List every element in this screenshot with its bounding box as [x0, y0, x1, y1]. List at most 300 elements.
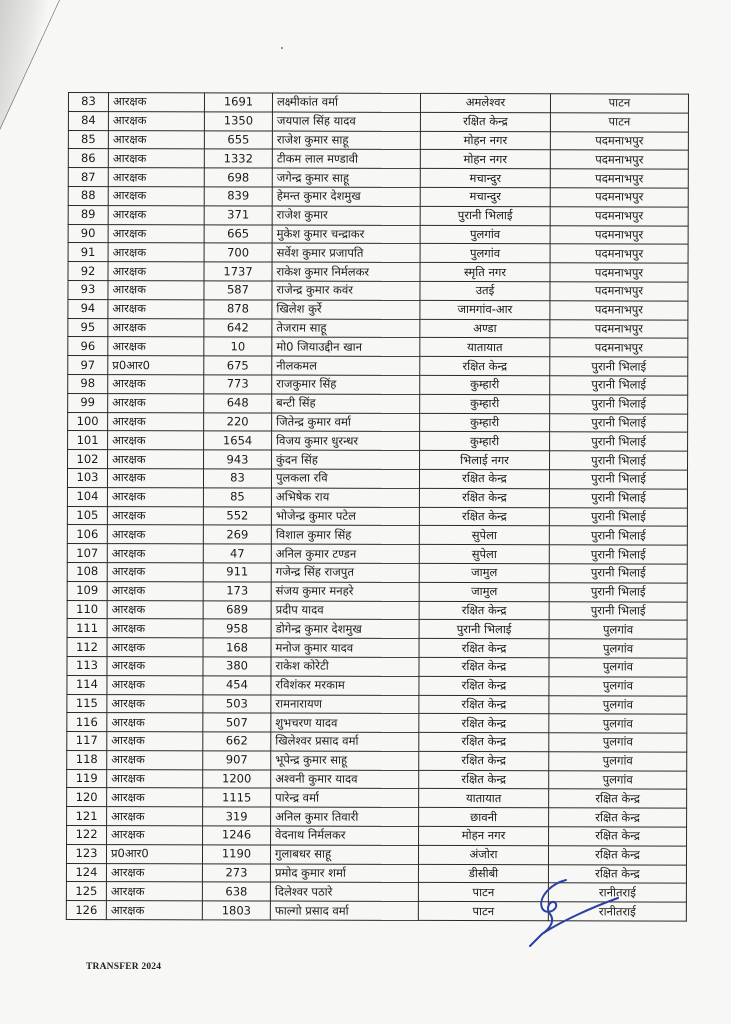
employee-name-cell: अभिषेक राय: [271, 488, 419, 507]
serial-number-cell: 90: [68, 224, 108, 243]
badge-number-cell: 665: [204, 224, 272, 243]
employee-name-cell: अनिल कुमार टण्डन: [271, 544, 419, 563]
badge-number-cell: 911: [203, 563, 271, 582]
current-posting-cell: रक्षित केन्द्र: [419, 507, 549, 526]
current-posting-cell: पुरानी भिलाई: [420, 206, 550, 225]
transferred-to-cell: पुलगांव: [549, 676, 687, 695]
rank-cell: आरक्षक: [108, 431, 204, 450]
current-posting-cell: सुपेला: [419, 526, 549, 545]
employee-name-cell: पुलकला रवि: [271, 469, 419, 488]
table-row: [68, 93, 688, 113]
serial-number-cell: 95: [68, 318, 108, 337]
employee-name-cell: लक्ष्मीकांत वर्मा: [272, 93, 420, 112]
badge-number-cell: 273: [202, 864, 270, 883]
badge-number-cell: 173: [203, 582, 271, 601]
table-row: [68, 318, 688, 338]
table-row: [67, 732, 687, 752]
rank-cell: आरक्षक: [108, 375, 204, 394]
serial-number-cell: 123: [66, 844, 106, 863]
transferred-to-cell: पुरानी भिलाई: [549, 545, 687, 564]
transferred-to-cell: रक्षित केन्द्र: [548, 846, 686, 865]
table-row: [67, 713, 687, 733]
current-posting-cell: जामुल: [419, 563, 549, 582]
rank-cell: आरक्षक: [108, 337, 204, 356]
employee-name-cell: खिलेश कुर्रे: [272, 300, 420, 319]
transferred-to-cell: पुरानी भिलाई: [550, 432, 688, 451]
transferred-to-cell: पुरानी भिलाई: [549, 488, 687, 507]
transferred-to-cell: पुलगांव: [549, 770, 687, 789]
employee-name-cell: रविशंकर मरकाम: [271, 676, 419, 695]
transfer-table: [66, 92, 689, 922]
badge-number-cell: 319: [203, 807, 271, 826]
current-posting-cell: कुम्हारी: [420, 394, 550, 413]
table-row: [67, 807, 687, 827]
employee-name-cell: तेजराम साहू: [272, 319, 420, 338]
rank-cell: आरक्षक: [107, 807, 203, 826]
rank-cell: आरक्षक: [107, 826, 203, 845]
badge-number-cell: 642: [204, 318, 272, 337]
serial-number-cell: 86: [68, 149, 108, 168]
badge-number-cell: 700: [204, 243, 272, 262]
current-posting-cell: डीसीबी: [418, 864, 548, 883]
table-row: [68, 111, 688, 131]
transferred-to-cell: रक्षित केन्द्र: [549, 789, 687, 808]
table-row: [66, 882, 686, 902]
serial-number-cell: 116: [67, 713, 107, 732]
current-posting-cell: भिलाई नगर: [420, 451, 550, 470]
table-row: [67, 656, 687, 676]
current-posting-cell: जामगांव-आर: [420, 300, 550, 319]
table-row: [68, 431, 688, 451]
serial-number-cell: 103: [67, 468, 107, 487]
table-row: [68, 450, 688, 470]
table-row: [66, 844, 686, 864]
current-posting-cell: मोहन नगर: [420, 131, 550, 150]
rank-cell: आरक्षक: [107, 638, 203, 657]
employee-name-cell: जयपाल सिंह यादव: [272, 112, 420, 131]
rank-cell: आरक्षक: [108, 130, 204, 149]
table-row: [67, 544, 687, 564]
serial-number-cell: 113: [67, 656, 107, 675]
employee-name-cell: राजेश कुमार साहू: [272, 131, 420, 150]
rank-cell: आरक्षक: [108, 412, 204, 431]
transferred-to-cell: पुलगांव: [549, 714, 687, 733]
scan-speck: [281, 47, 283, 49]
employee-name-cell: अनिल कुमार तिवारी: [271, 807, 419, 826]
current-posting-cell: मचान्दुर: [420, 187, 550, 206]
employee-name-cell: राजकुमार सिंह: [272, 375, 420, 394]
transferred-to-cell: पदमनाभपुर: [550, 301, 688, 320]
rank-cell: आरक्षक: [107, 581, 203, 600]
current-posting-cell: पुलगांव: [420, 244, 550, 263]
transferred-to-cell: पदमनाभपुर: [550, 169, 688, 188]
current-posting-cell: रक्षित केन्द्र: [419, 770, 549, 789]
transferred-to-cell: पुरानी भिलाई: [549, 507, 687, 526]
transferred-to-cell: पुरानी भिलाई: [550, 357, 688, 376]
current-posting-cell: मोहन नगर: [419, 826, 549, 845]
rank-cell: आरक्षक: [108, 393, 204, 412]
serial-number-cell: 121: [67, 807, 107, 826]
transferred-to-cell: पुरानी भिलाई: [549, 582, 687, 601]
table-row: [66, 901, 686, 921]
rank-cell: आरक्षक: [107, 563, 203, 582]
rank-cell: आरक्षक: [108, 205, 204, 224]
employee-name-cell: कुंदन सिंह: [272, 450, 420, 469]
employee-name-cell: अश्वनी कुमार यादव: [271, 770, 419, 789]
table-row: [68, 393, 688, 413]
serial-number-cell: 85: [68, 130, 108, 149]
transferred-to-cell: पुरानी भिलाई: [550, 413, 688, 432]
table-row: [68, 205, 688, 225]
badge-number-cell: 907: [203, 751, 271, 770]
badge-number-cell: 10: [204, 337, 272, 356]
employee-name-cell: राजेश कुमार: [272, 206, 420, 225]
current-posting-cell: मचान्दुर: [420, 169, 550, 188]
employee-name-cell: प्रमोद कुमार शर्मा: [270, 864, 418, 883]
table-row: [66, 863, 686, 883]
serial-number-cell: 104: [67, 487, 107, 506]
badge-number-cell: 1246: [203, 826, 271, 845]
employee-name-cell: शुभचरण यादव: [271, 713, 419, 732]
current-posting-cell: पाटन: [418, 883, 548, 902]
rank-cell: आरक्षक: [107, 675, 203, 694]
serial-number-cell: 88: [68, 186, 108, 205]
transferred-to-cell: पुलगांव: [549, 639, 687, 658]
serial-number-cell: 91: [68, 243, 108, 262]
current-posting-cell: अमलेश्वर: [420, 93, 550, 112]
serial-number-cell: 94: [68, 299, 108, 318]
transferred-to-cell: पदमनाभपुर: [550, 131, 688, 150]
transferred-to-cell: रानीतराई: [548, 902, 686, 921]
employee-name-cell: गजेन्द्र सिंह राजपुत: [271, 563, 419, 582]
badge-number-cell: 503: [203, 694, 271, 713]
badge-number-cell: 878: [204, 300, 272, 319]
serial-number-cell: 119: [67, 769, 107, 788]
badge-number-cell: 552: [203, 506, 271, 525]
badge-number-cell: 83: [203, 469, 271, 488]
table-row: [68, 130, 688, 150]
badge-number-cell: 380: [203, 657, 271, 676]
badge-number-cell: 371: [204, 206, 272, 225]
table-row: [67, 788, 687, 808]
serial-number-cell: 115: [67, 694, 107, 713]
serial-number-cell: 84: [68, 111, 108, 130]
employee-name-cell: बन्टी सिंह: [272, 394, 420, 413]
rank-cell: आरक्षक: [107, 600, 203, 619]
rank-cell: आरक्षक: [108, 168, 204, 187]
serial-number-cell: 107: [67, 544, 107, 563]
rank-cell: आरक्षक: [107, 732, 203, 751]
current-posting-cell: रक्षित केन्द्र: [420, 357, 550, 376]
employee-name-cell: विशाल कुमार सिंह: [271, 525, 419, 544]
badge-number-cell: 507: [203, 713, 271, 732]
transferred-to-cell: पदमनाभपुर: [550, 319, 688, 338]
employee-name-cell: दिलेश्वर पठारे: [270, 883, 418, 902]
employee-name-cell: रामनारायण: [271, 695, 419, 714]
transferred-to-cell: रक्षित केन्द्र: [549, 808, 687, 827]
serial-number-cell: 125: [66, 882, 106, 901]
current-posting-cell: कुम्हारी: [420, 413, 550, 432]
badge-number-cell: 689: [203, 600, 271, 619]
rank-cell: आरक्षक: [108, 243, 204, 262]
table-row: [68, 224, 688, 244]
serial-number-cell: 101: [68, 431, 108, 450]
rank-cell: आरक्षक: [108, 299, 204, 318]
serial-number-cell: 118: [67, 750, 107, 769]
employee-name-cell: हेमन्त कुमार देशमुख: [272, 187, 420, 206]
transferred-to-cell: पदमनाभपुर: [550, 338, 688, 357]
employee-name-cell: सर्वेश कुमार प्रजापति: [272, 243, 420, 262]
serial-number-cell: 114: [67, 675, 107, 694]
employee-name-cell: मनोज कुमार यादव: [271, 638, 419, 657]
current-posting-cell: स्मृति नगर: [420, 263, 550, 282]
transferred-to-cell: पदमनाभपुर: [550, 263, 688, 282]
employee-name-cell: भूपेन्द्र कुमार साहू: [271, 751, 419, 770]
employee-name-cell: संजय कुमार मनहरे: [271, 582, 419, 601]
transferred-to-cell: पुरानी भिलाई: [549, 526, 687, 545]
current-posting-cell: रक्षित केन्द्र: [419, 676, 549, 695]
table-row: [68, 186, 688, 206]
current-posting-cell: अण्डा: [420, 319, 550, 338]
table-row: [67, 562, 687, 582]
table-row: [67, 694, 687, 714]
rank-cell: आरक्षक: [107, 619, 203, 638]
serial-number-cell: 110: [67, 600, 107, 619]
serial-number-cell: 112: [67, 638, 107, 657]
employee-name-cell: वेदनाथ निर्मलकर: [271, 826, 419, 845]
rank-cell: आरक्षक: [106, 901, 202, 920]
current-posting-cell: रक्षित केन्द्र: [419, 657, 549, 676]
current-posting-cell: पाटन: [418, 902, 548, 921]
badge-number-cell: 1803: [202, 901, 270, 920]
badge-number-cell: 47: [203, 544, 271, 563]
transferred-to-cell: पुलगांव: [549, 620, 687, 639]
transferred-to-cell: पुरानी भिलाई: [549, 564, 687, 583]
transferred-to-cell: पुलगांव: [549, 752, 687, 771]
current-posting-cell: कुम्हारी: [420, 375, 550, 394]
rank-cell: आरक्षक: [107, 525, 203, 544]
rank-cell: आरक्षक: [107, 788, 203, 807]
rank-cell: आरक्षक: [107, 694, 203, 713]
serial-number-cell: 117: [67, 732, 107, 751]
current-posting-cell: रक्षित केन्द्र: [419, 714, 549, 733]
current-posting-cell: यातायात: [419, 789, 549, 808]
table-row: [68, 168, 688, 188]
employee-name-cell: राकेश कोरेटी: [271, 657, 419, 676]
rank-cell: आरक्षक: [108, 111, 204, 130]
badge-number-cell: 1654: [204, 431, 272, 450]
rank-cell: आरक्षक: [107, 769, 203, 788]
current-posting-cell: पुरानी भिलाई: [419, 620, 549, 639]
current-posting-cell: पुलगांव: [420, 225, 550, 244]
serial-number-cell: 99: [68, 393, 108, 412]
employee-name-cell: पारेन्द्र वर्मा: [271, 789, 419, 808]
rank-cell: आरक्षक: [108, 93, 204, 112]
badge-number-cell: 85: [203, 488, 271, 507]
serial-number-cell: 106: [67, 525, 107, 544]
rank-cell: प्र0आर0: [108, 356, 204, 375]
rank-cell: आरक्षक: [108, 318, 204, 337]
rank-cell: आरक्षक: [108, 450, 204, 469]
badge-number-cell: 1200: [203, 770, 271, 789]
table-row: [67, 619, 687, 639]
table-row: [68, 280, 688, 300]
employee-name-cell: जितेन्द्र कुमार वर्मा: [272, 413, 420, 432]
serial-number-cell: 126: [66, 901, 106, 920]
table-row: [68, 262, 688, 282]
transferred-to-cell: पदमनाभपुर: [550, 207, 688, 226]
badge-number-cell: 1691: [204, 93, 272, 112]
transferred-to-cell: पाटन: [550, 94, 688, 113]
transfer-table-body: [66, 93, 688, 922]
transferred-to-cell: पुरानी भिलाई: [549, 601, 687, 620]
table-row: [67, 506, 687, 526]
current-posting-cell: रक्षित केन्द्र: [419, 469, 549, 488]
current-posting-cell: रक्षित केन्द्र: [419, 488, 549, 507]
rank-cell: आरक्षक: [107, 750, 203, 769]
badge-number-cell: 1190: [202, 845, 270, 864]
transferred-to-cell: रक्षित केन्द्र: [549, 827, 687, 846]
transferred-to-cell: पदमनाभपुर: [550, 150, 688, 169]
table-row: [68, 356, 688, 376]
transferred-to-cell: पदमनाभपुर: [550, 282, 688, 301]
badge-number-cell: 648: [204, 394, 272, 413]
current-posting-cell: रक्षित केन्द्र: [419, 639, 549, 658]
transferred-to-cell: पाटन: [550, 113, 688, 132]
transferred-to-cell: पुरानी भिलाई: [550, 451, 688, 470]
rank-cell: आरक्षक: [107, 657, 203, 676]
current-posting-cell: जामुल: [419, 582, 549, 601]
rank-cell: आरक्षक: [108, 224, 204, 243]
badge-number-cell: 943: [204, 450, 272, 469]
serial-number-cell: 108: [67, 562, 107, 581]
badge-number-cell: 220: [204, 412, 272, 431]
serial-number-cell: 87: [68, 168, 108, 187]
transferred-to-cell: पुलगांव: [549, 695, 687, 714]
transferred-to-cell: पुलगांव: [549, 733, 687, 752]
serial-number-cell: 111: [67, 619, 107, 638]
rank-cell: आरक्षक: [108, 281, 204, 300]
current-posting-cell: रक्षित केन्द्र: [420, 112, 550, 131]
transferred-to-cell: रानीतराई: [548, 883, 686, 902]
badge-number-cell: 655: [204, 130, 272, 149]
employee-name-cell: गुलाबधर साहू: [270, 845, 418, 864]
table-row: [67, 675, 687, 695]
serial-number-cell: 89: [68, 205, 108, 224]
employee-name-cell: खिलेश्वर प्रसाद वर्मा: [271, 732, 419, 751]
badge-number-cell: 662: [203, 732, 271, 751]
current-posting-cell: रक्षित केन्द्र: [419, 695, 549, 714]
transferred-to-cell: पुरानी भिलाई: [550, 395, 688, 414]
transferred-to-cell: पुरानी भिलाई: [549, 470, 687, 489]
badge-number-cell: 773: [204, 375, 272, 394]
table-row: [67, 638, 687, 658]
badge-number-cell: 168: [203, 638, 271, 657]
table-row: [68, 374, 688, 394]
table-row: [67, 600, 687, 620]
serial-number-cell: 124: [66, 863, 106, 882]
current-posting-cell: यातायात: [420, 338, 550, 357]
employee-name-cell: भोजेन्द्र कुमार पटेल: [271, 507, 419, 526]
badge-number-cell: 638: [202, 882, 270, 901]
badge-number-cell: 958: [203, 619, 271, 638]
rank-cell: आरक्षक: [107, 487, 203, 506]
badge-number-cell: 675: [204, 356, 272, 375]
current-posting-cell: मोहन नगर: [420, 150, 550, 169]
table-row: [68, 243, 688, 263]
rank-cell: आरक्षक: [106, 882, 202, 901]
serial-number-cell: 100: [68, 412, 108, 431]
serial-number-cell: 109: [67, 581, 107, 600]
serial-number-cell: 98: [68, 374, 108, 393]
serial-number-cell: 83: [68, 93, 108, 112]
employee-name-cell: डोगेन्द्र कुमार देशमुख: [271, 619, 419, 638]
badge-number-cell: 269: [203, 525, 271, 544]
rank-cell: प्र0आर0: [106, 844, 202, 863]
current-posting-cell: अंजोरा: [418, 845, 548, 864]
rank-cell: आरक्षक: [107, 544, 203, 563]
badge-number-cell: 839: [204, 187, 272, 206]
employee-name-cell: फाल्गो प्रसाद वर्मा: [270, 901, 418, 920]
badge-number-cell: 1350: [204, 112, 272, 131]
table-row: [67, 487, 687, 507]
current-posting-cell: रक्षित केन्द्र: [419, 733, 549, 752]
footer-label: TRANSFER 2024: [86, 962, 162, 972]
current-posting-cell: रक्षित केन्द्र: [419, 601, 549, 620]
employee-name-cell: जगेन्द्र कुमार साहू: [272, 168, 420, 187]
transferred-to-cell: पदमनाभपुर: [550, 244, 688, 263]
transferred-to-cell: रक्षित केन्द्र: [548, 864, 686, 883]
current-posting-cell: सुपेला: [419, 545, 549, 564]
employee-name-cell: राकेश कुमार निर्मलकर: [272, 262, 420, 281]
current-posting-cell: रक्षित केन्द्र: [419, 751, 549, 770]
table-row: [67, 750, 687, 770]
employee-name-cell: मो0 जियाउद्दीन खान: [272, 337, 420, 356]
table-row: [68, 299, 688, 319]
employee-name-cell: राजेन्द्र कुमार कवंर: [272, 281, 420, 300]
table-row: [68, 337, 688, 357]
rank-cell: आरक्षक: [108, 262, 204, 281]
badge-number-cell: 1737: [204, 262, 272, 281]
serial-number-cell: 92: [68, 262, 108, 281]
employee-name-cell: प्रदीप यादव: [271, 601, 419, 620]
badge-number-cell: 454: [203, 676, 271, 695]
table-row: [68, 412, 688, 432]
badge-number-cell: 1115: [203, 788, 271, 807]
rank-cell: आरक्षक: [107, 506, 203, 525]
serial-number-cell: 102: [68, 450, 108, 469]
rank-cell: आरक्षक: [107, 469, 203, 488]
badge-number-cell: 698: [204, 168, 272, 187]
current-posting-cell: उतई: [420, 281, 550, 300]
transferred-to-cell: पुरानी भिलाई: [550, 376, 688, 395]
badge-number-cell: 587: [204, 281, 272, 300]
employee-name-cell: मुकेश कुमार चन्द्राकर: [272, 225, 420, 244]
transferred-to-cell: पदमनाभपुर: [550, 225, 688, 244]
employee-name-cell: विजय कुमार धुरन्धर: [272, 431, 420, 450]
employee-name-cell: टीकम लाल मण्डावी: [272, 149, 420, 168]
table-row: [67, 581, 687, 601]
badge-number-cell: 1332: [204, 149, 272, 168]
serial-number-cell: 97: [68, 356, 108, 375]
transferred-to-cell: पदमनाभपुर: [550, 188, 688, 207]
rank-cell: आरक्षक: [107, 713, 203, 732]
rank-cell: आरक्षक: [108, 149, 204, 168]
serial-number-cell: 120: [67, 788, 107, 807]
table-row: [68, 149, 688, 169]
current-posting-cell: कुम्हारी: [420, 432, 550, 451]
serial-number-cell: 93: [68, 280, 108, 299]
